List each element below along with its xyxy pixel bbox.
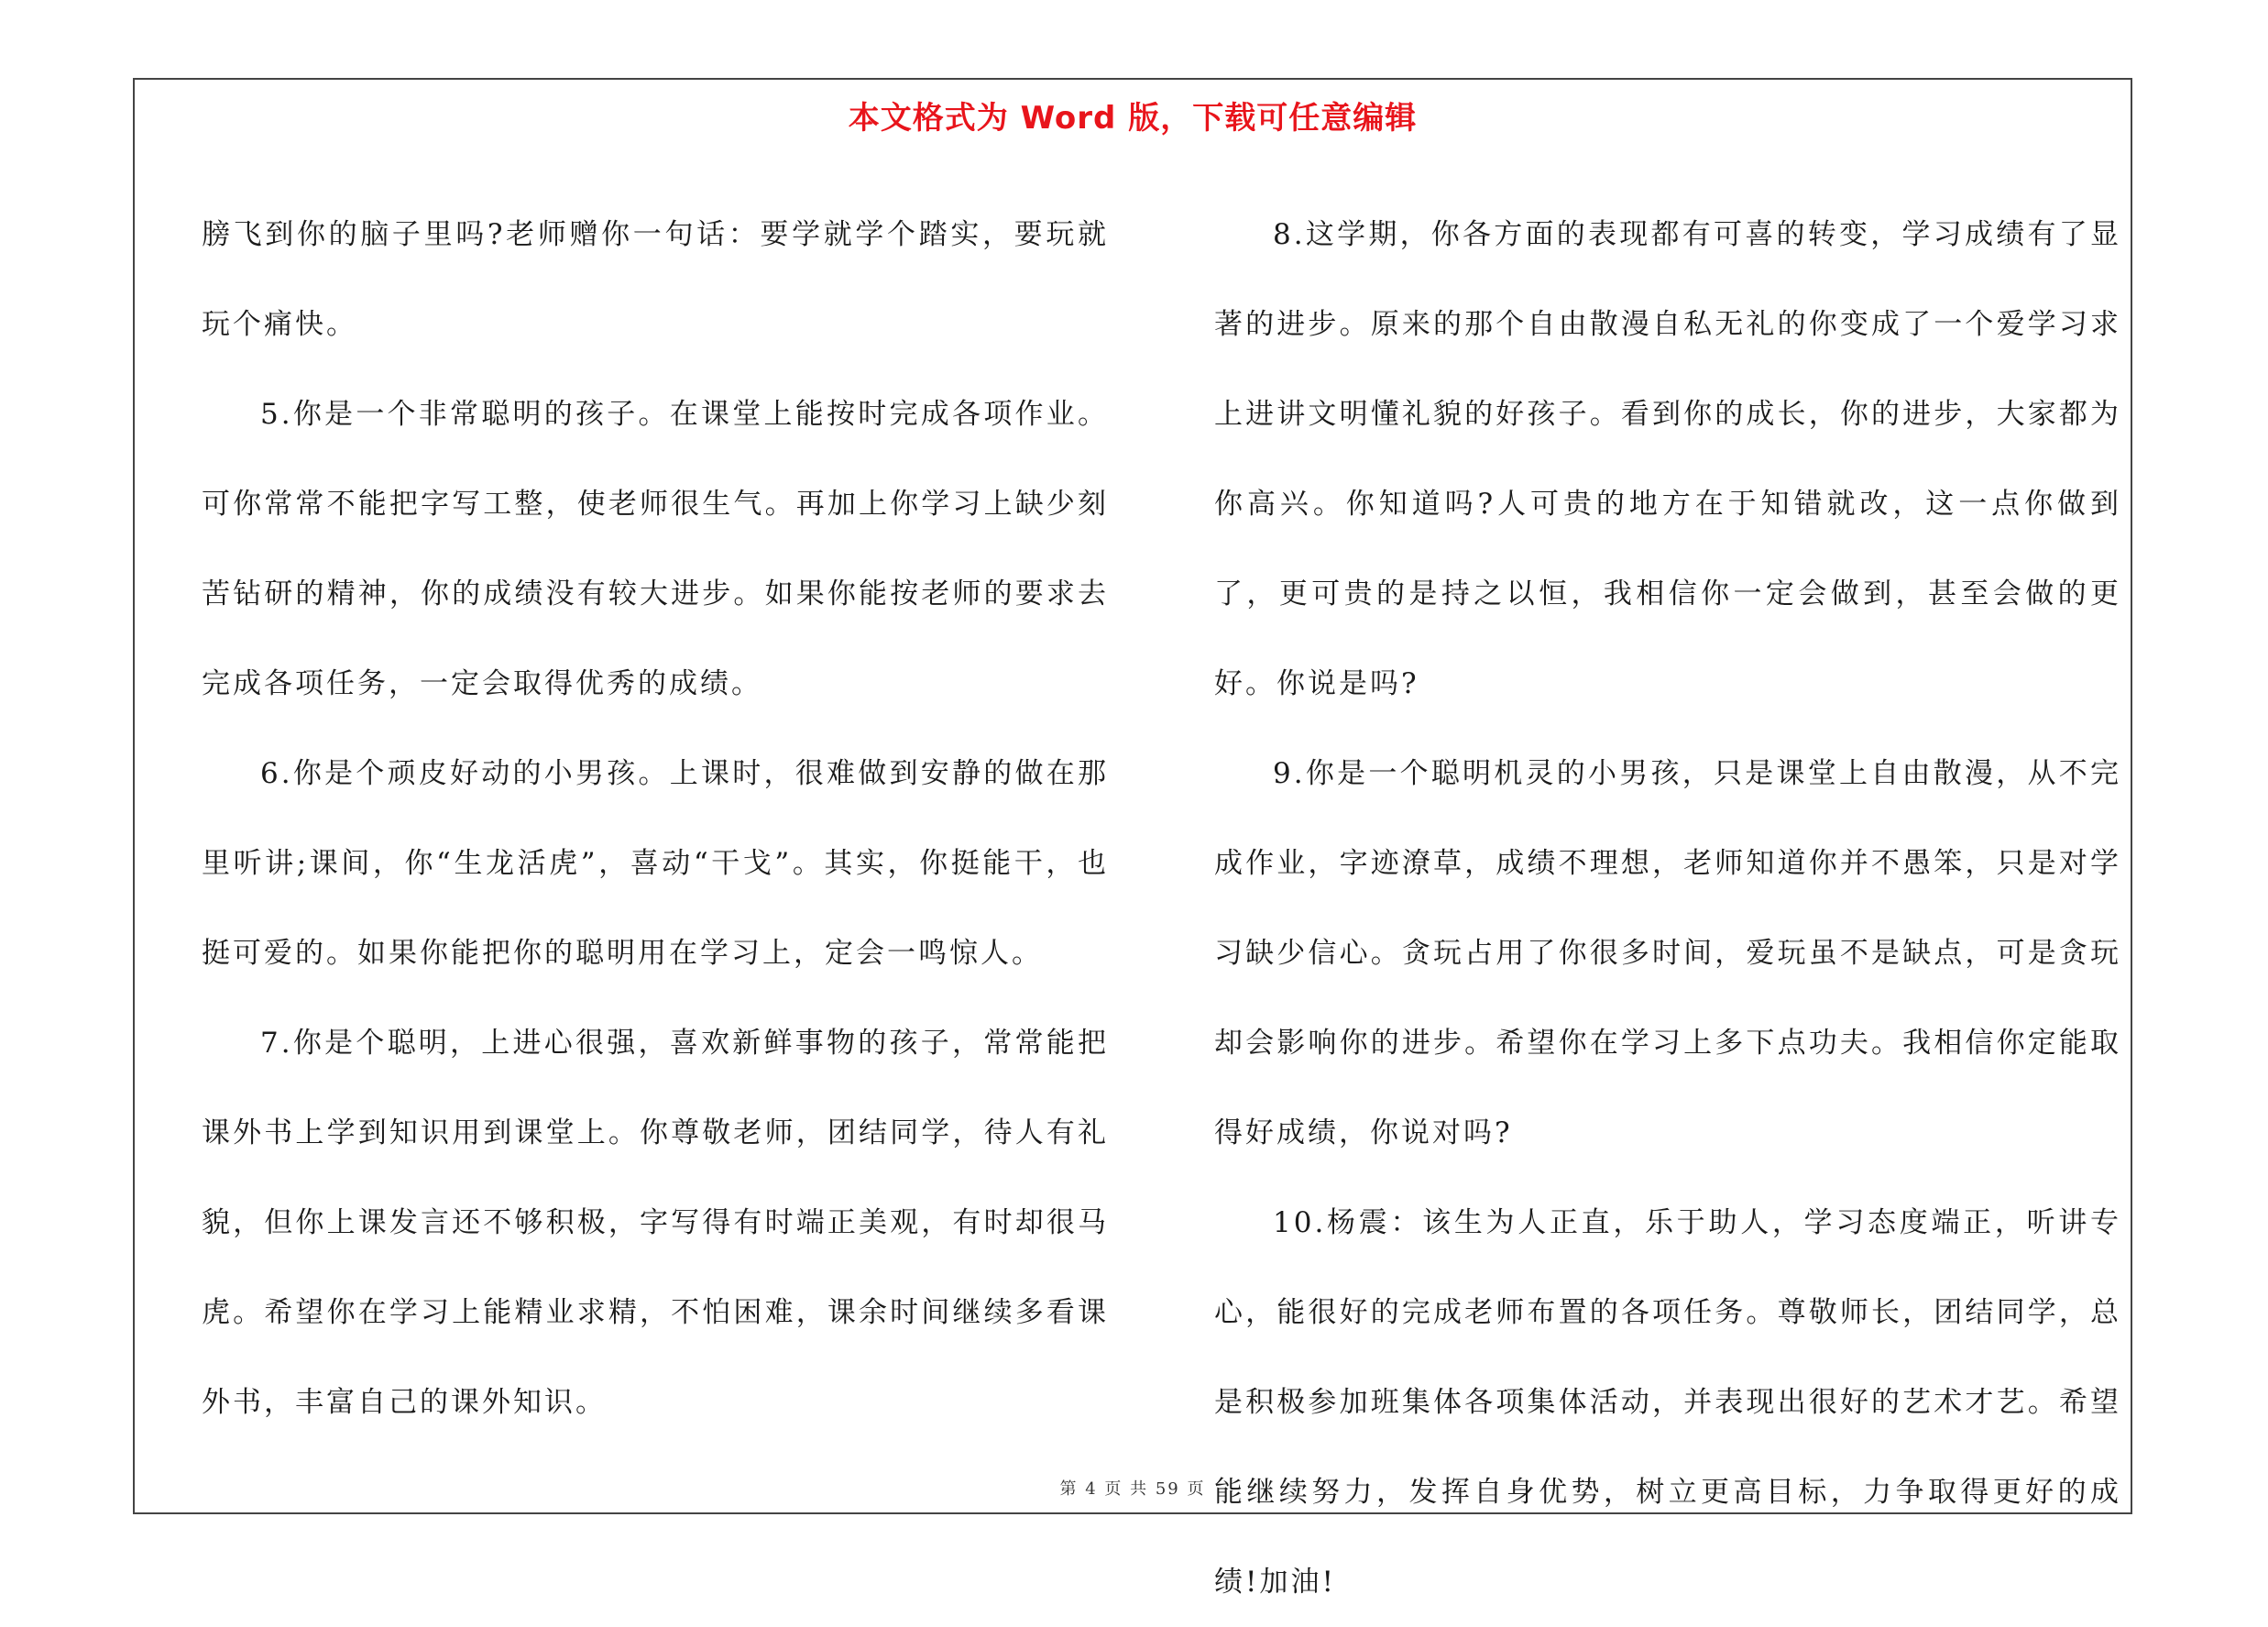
paragraph-comment-9: 9.你是一个聪明机灵的小男孩，只是课堂上自由散漫，从不完成作业，字迹潦草，成绩不理想，老师知道你并不愚笨，只是对学习缺少信心。贪玩占用了你很多时间，爱玩虽不是缺点，可是贪玩却会影响你的进步。希望你在学习上多下点功夫。我相信你定能取得好成绩，你说对吗? bbox=[1214, 757, 2121, 1149]
paragraph-comment-5: 5.你是一个非常聪明的孩子。在课堂上能按时完成各项作业。可你常常不能把字写工整，使老师很生气。再加上你学习上缺少刻苦钻研的精神，你的成绩没有较大进步。如果你能按老师的要求去完成各项任务，一定会取得优秀的成绩。 bbox=[202, 398, 1109, 700]
paragraph-comment-6: 6.你是个顽皮好动的小男孩。上课时，很难做到安静的做在那里听讲;课间，你“生龙活虎”，喜动“干戈”。其实，你挺能干，也挺可爱的。如果你能把你的聪明用在学习上，定会一鸣惊人。 bbox=[202, 757, 1109, 970]
format-notice-banner: 本文格式为 Word 版，下载可任意编辑 bbox=[848, 100, 1418, 137]
paragraph-comment-7: 7.你是个聪明，上进心很强，喜欢新鲜事物的孩子，常常能把课外书上学到知识用到课堂上。你尊敬老师，团结同学，待人有礼貌，但你上课发言还不够积极，字写得有时端正美观，有时却很马虎。希望你在学习上能精业求精，不怕困难，课余时间继续多看课外书，丰富自己的课外知识。 bbox=[202, 1027, 1109, 1419]
page-number: 第 4 页 共 59 页 bbox=[1059, 1479, 1206, 1499]
right-text-column bbox=[1214, 190, 2121, 1627]
paragraph-comment-10: 10.杨震：该生为人正直，乐于助人，学习态度端正，听讲专心，能很好的完成老师布置的各项任务。尊敬师长，团结同学，总是积极参加班集体各项集体活动，并表现出很好的艺术才艺。希望能继续努力，发挥自身优势，树立更高目标，力争取得更好的成绩!加油! bbox=[1214, 1206, 2121, 1599]
document-page bbox=[133, 78, 2132, 1599]
paragraph-comment-8: 8.这学期，你各方面的表现都有可喜的转变，学习成绩有了显著的进步。原来的那个自由散漫自私无礼的你变成了一个爱学习求上进讲文明懂礼貌的好孩子。看到你的成长，你的进步，大家都为你高兴。你知道吗?人可贵的地方在于知错就改，这一点你做到了，更可贵的是持之以恒，我相信你一定会做到，甚至会做的更好。你说是吗? bbox=[1214, 218, 2121, 700]
left-text-column bbox=[202, 190, 1109, 1447]
paragraph-continued: 膀飞到你的脑子里吗?老师赠你一句话：要学就学个踏实，要玩就玩个痛快。 bbox=[202, 218, 1109, 341]
